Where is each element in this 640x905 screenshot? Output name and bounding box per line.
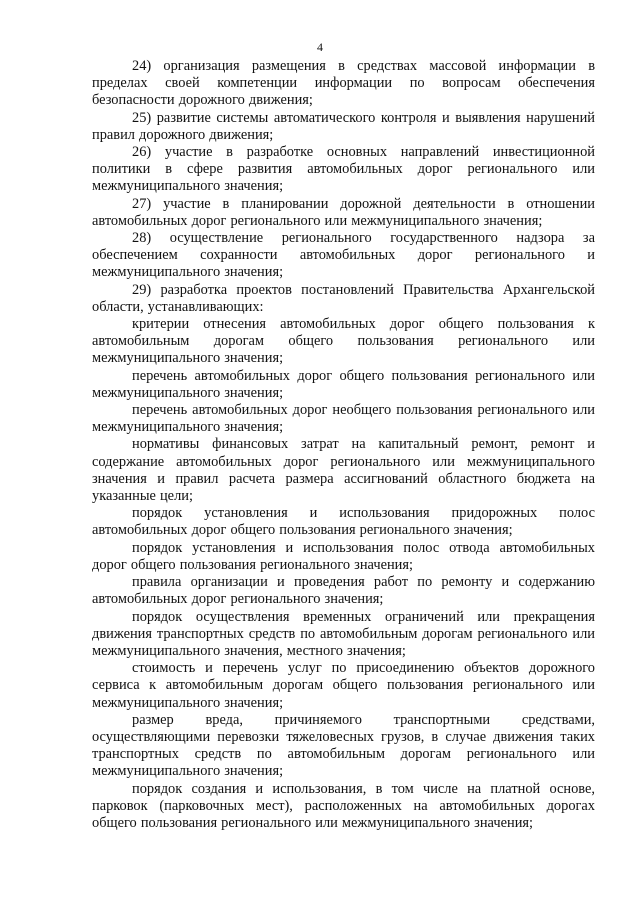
subitem-parking: порядок создания и использования, в том числе на платной основе, парковок (парковочных мест), расположенных на автомобильных дорогах общего пользования регионального или межмуниципального значения; (92, 780, 595, 831)
subitem-traffic-restrictions: порядок осуществления временных ограничений или прекращения движения транспортных средств по автомобильным дорогам регионального или межмуниципального значения, местного значения; (92, 608, 595, 659)
page-number: 4 (317, 40, 323, 54)
subitem-repair-rules: правила организации и проведения работ по ремонту и содержанию автомобильных дорог регионального значения; (92, 574, 595, 608)
paragraph-item-27: 27) участие в планировании дорожной деятельности в отношении автомобильных дорог регионального или межмуниципального значения; (92, 195, 595, 229)
subitem-heavy-vehicle-damage: размер вреда, причиняемого транспортными средствами, осуществляющими перевозки тяжеловесных грузов, в случае движения таких транспортных средств по автомобильным дорогам регионального или межмуниципального значения; (92, 711, 595, 780)
subitem-financial-norms: нормативы финансовых затрат на капитальный ремонт, ремонт и содержание автомобильных дорог регионального или межмуниципального значения и правил расчета размера ассигнований областного бюджета на указанные цели; (92, 436, 595, 505)
paragraph-item-24: 24) организация размещения в средствах массовой информации в пределах своей компетенции информации по вопросам обеспечения безопасности дорожного движения; (92, 58, 595, 109)
paragraph-item-28: 28) осуществление регионального государственного надзора за обеспечением сохранности автомобильных дорог регионального и межмуниципального значения; (92, 230, 595, 281)
body-text (92, 58, 595, 832)
subitem-service-connection: стоимость и перечень услуг по присоединению объектов дорожного сервиса к автомобильным дорогам общего пользования регионального или межмуниципального значения; (92, 660, 595, 711)
paragraph-item-29: 29) разработка проектов постановлений Правительства Архангельской области, устанавливающих: (92, 281, 595, 315)
subitem-private-roads-list: перечень автомобильных дорог необщего пользования регионального или межмуниципального значения; (92, 402, 595, 436)
subitem-roadside-strips: порядок установления и использования придорожных полос автомобильных дорог общего пользования регионального значения; (92, 505, 595, 539)
paragraph-item-25: 25) развитие системы автоматического контроля и выявления нарушений правил дорожного движения; (92, 109, 595, 143)
paragraph-item-26: 26) участие в разработке основных направлений инвестиционной политики в сфере развития автомобильных дорог регионального или межмуниципального значения; (92, 144, 595, 195)
subitem-public-roads-list: перечень автомобильных дорог общего пользования регионального или межмуниципального значения; (92, 367, 595, 401)
subitem-right-of-way: порядок установления и использования полос отвода автомобильных дорог общего пользования регионального значения; (92, 539, 595, 573)
subitem-criteria: критерии отнесения автомобильных дорог общего пользования к автомобильным дорогам общего пользования регионального или межмуниципального значения; (92, 316, 595, 367)
